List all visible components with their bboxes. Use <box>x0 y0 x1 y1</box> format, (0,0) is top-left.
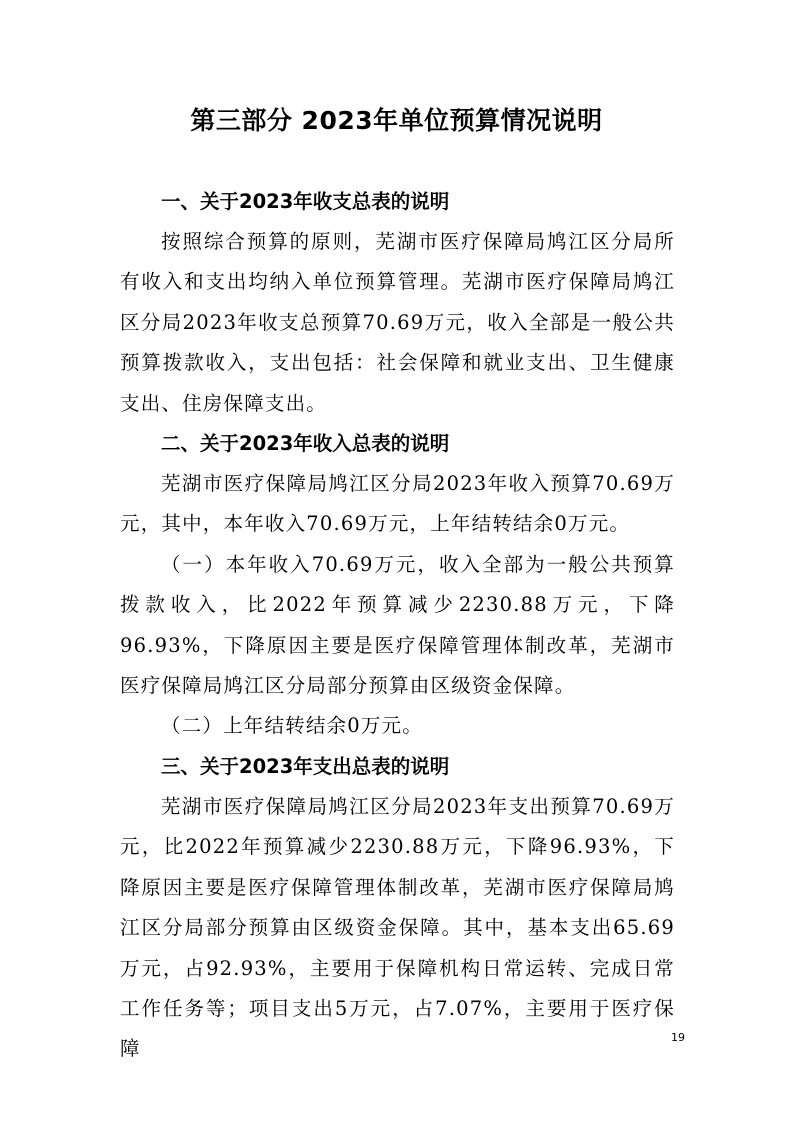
section-2-paragraph-2: （一）本年收入70.69万元，收入全部为一般公共预算拨款收入，比2022年预算减少2230.88万元，下降96.93%，下降原因主要是医疗保障管理体制改革，芜湖市医疗保障局鸠江区分局部分预算由区级资金保障。 <box>120 552 675 698</box>
section-3-paragraph-1: 芜湖市医疗保障局鸠江区分局2023年支出预算70.69万元，比2022年预算减少2230.88万元，下降96.93%，下降原因主要是医疗保障管理体制改革，芜湖市医疗保障局鸠江区分局部分预算由区级资金保障。其中，基本支出65.69万元，占92.93%，主要用于保障机构日常运转、完成日常工作任务等；项目支出5万元，占7.07%，主要用于医疗保障 <box>120 794 675 1061</box>
section-heading-2: 二、关于2023年收入总表的说明 <box>161 432 450 456</box>
page-number: 19 <box>671 1031 685 1044</box>
document-body <box>120 182 675 1070</box>
section-2-paragraph-3: （二）上年结转结余0万元。 <box>161 714 424 738</box>
section-heading-1: 一、关于2023年收支总表的说明 <box>161 190 450 213</box>
section-2-paragraph-1: 芜湖市医疗保障局鸠江区分局2023年收入预算70.69万元，其中，本年收入70.69万元，上年结转结余0万元。 <box>120 472 675 536</box>
section-1-paragraph-1: 按照综合预算的原则，芜湖市医疗保障局鸠江区分局所有收入和支出均纳入单位预算管理。芜湖市医疗保障局鸠江区分局2023年收支总预算70.69万元，收入全部是一般公共预算拨款收入，支出包括：社会保障和就业支出、卫生健康支出、住房保障支出。 <box>120 230 675 415</box>
section-heading-3: 三、关于2023年支出总表的说明 <box>161 754 450 778</box>
page-title: 第三部分 2023年单位预算情况说明 <box>190 106 603 135</box>
